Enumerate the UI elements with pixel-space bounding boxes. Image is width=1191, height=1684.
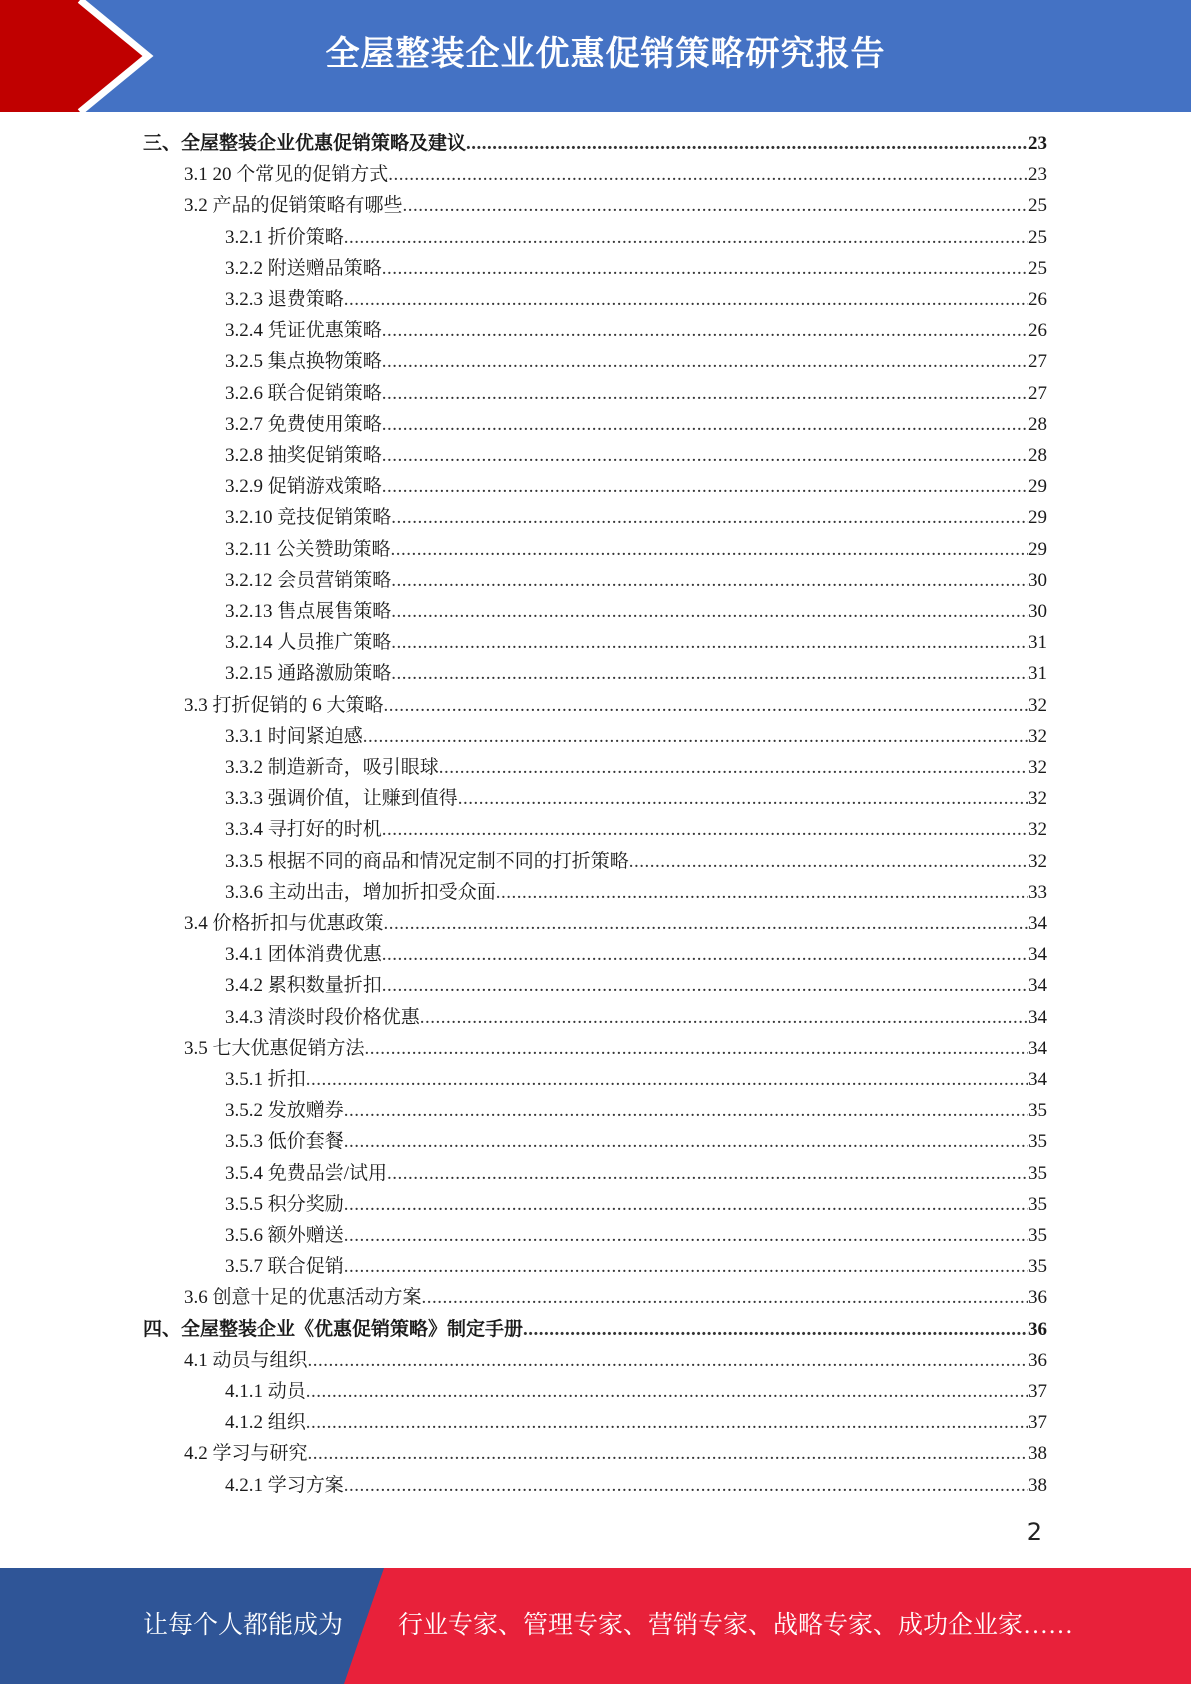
toc-leader-dots: [365, 1033, 1028, 1064]
toc-leader-dots: [382, 939, 1028, 970]
toc-leader-dots: [344, 222, 1028, 253]
toc-entry-page: 31: [1028, 663, 1047, 685]
toc-leader-dots: [344, 1095, 1028, 1126]
toc-leader-dots: [403, 190, 1028, 221]
footer-banner: [0, 1568, 1191, 1684]
toc-entry[interactable]: [225, 721, 1047, 752]
toc-entry[interactable]: [225, 752, 1047, 783]
toc-leader-dots: [306, 1376, 1028, 1407]
toc-entry[interactable]: [225, 1095, 1047, 1126]
toc-entry-page: 37: [1028, 1412, 1047, 1434]
toc-entry-label: 4.1 动员与组织: [184, 1349, 308, 1371]
toc-leader-dots: [391, 502, 1028, 533]
toc-leader-dots: [306, 1407, 1028, 1438]
toc-entry[interactable]: [225, 502, 1047, 533]
toc-leader-dots: [387, 1158, 1028, 1189]
toc-entry-page: 26: [1028, 289, 1047, 310]
toc-leader-dots: [363, 721, 1028, 752]
toc-entry[interactable]: [225, 378, 1047, 409]
toc-entry-page: 29: [1028, 476, 1047, 498]
toc-entry[interactable]: [225, 315, 1047, 346]
toc-entry[interactable]: [225, 1220, 1047, 1251]
toc-entry-page: 25: [1028, 226, 1047, 248]
toc-entry[interactable]: [225, 1126, 1047, 1157]
toc-entry-label: 3.2.3 退费策略: [225, 289, 344, 310]
toc-entry-label: 4.1.2 组织: [225, 1412, 306, 1434]
toc-entry-page: 35: [1028, 1131, 1047, 1153]
toc-entry-page: 29: [1028, 507, 1047, 529]
toc-leader-dots: [458, 783, 1028, 814]
toc-entry-page: 38: [1028, 1443, 1047, 1465]
toc-entry-label: 3.2.4 凭证优惠策略: [225, 320, 382, 342]
toc-entry-page: 32: [1028, 819, 1047, 841]
toc-entry-label: 3.3.1 时间紧迫感: [225, 725, 363, 747]
toc-entry-label: 3.5.6 额外赠送: [225, 1225, 344, 1246]
toc-entry[interactable]: [184, 1345, 1047, 1376]
toc-entry-label: 3.5.4 免费品尝/试用: [225, 1162, 388, 1184]
toc-entry[interactable]: [143, 128, 1047, 159]
toc-entry-page: 27: [1028, 382, 1047, 404]
toc-entry-label: 3.4.1 团体消费优惠: [225, 944, 382, 966]
toc-leader-dots: [391, 596, 1028, 627]
toc-entry-page: 35: [1028, 1256, 1047, 1278]
toc-entry-label: 3.2.5 集点换物策略: [225, 351, 382, 373]
toc-leader-dots: [422, 1282, 1028, 1313]
toc-entry-page: 35: [1028, 1225, 1047, 1246]
toc-entry-page: 32: [1028, 725, 1047, 747]
toc-entry-label: 3.5.7 联合促销: [225, 1256, 344, 1278]
toc-entry-page: 23: [1028, 164, 1047, 186]
toc-entry-label: 3.2.11 公关赞助策略: [225, 538, 391, 560]
toc-entry-page: 35: [1028, 1162, 1047, 1184]
toc-entry[interactable]: [225, 596, 1047, 627]
footer-slogan-right: 行业专家、管理专家、营销专家、战略专家、成功企业家……: [398, 1612, 1074, 1639]
toc-entry-label: 3.2.2 附送赠品策略: [225, 257, 382, 279]
toc-leader-dots: [382, 346, 1028, 377]
toc-entry[interactable]: [184, 1438, 1047, 1469]
toc-entry-label: 3.2.6 联合促销策略: [225, 382, 382, 404]
toc-entry-page: 25: [1028, 257, 1047, 279]
toc-entry[interactable]: [225, 814, 1047, 845]
toc-leader-dots: [344, 1220, 1028, 1251]
toc-entry[interactable]: [225, 1158, 1047, 1189]
toc-entry[interactable]: [225, 1064, 1047, 1095]
toc-entry[interactable]: [184, 1033, 1047, 1064]
toc-leader-dots: [466, 128, 1028, 159]
toc-leader-dots: [382, 471, 1028, 502]
toc-entry[interactable]: [225, 939, 1047, 970]
toc-leader-dots: [629, 846, 1028, 877]
toc-entry-label: 3.2.7 免费使用策略: [225, 413, 382, 435]
toc-entry[interactable]: [225, 658, 1047, 689]
toc-leader-dots: [391, 534, 1028, 565]
toc-entry[interactable]: [225, 1407, 1047, 1438]
toc-entry-page: 34: [1028, 975, 1047, 997]
toc-leader-dots: [306, 1064, 1028, 1095]
toc-entry-page: 26: [1028, 320, 1047, 342]
toc-entry-label: 3.4.3 清淡时段价格优惠: [225, 1006, 420, 1028]
toc-entry-label: 3.2.15 通路激励策略: [225, 663, 392, 685]
toc-entry-page: 34: [1028, 913, 1047, 934]
toc-entry-label: 4.2.1 学习方案: [225, 1474, 344, 1496]
toc-entry-label: 3.1 20 个常见的促销方式: [184, 164, 389, 186]
toc-entry-page: 29: [1028, 538, 1047, 560]
toc-entry-label: 3.2.13 售点展售策略: [225, 601, 392, 622]
toc-leader-dots: [391, 658, 1028, 689]
toc-entry[interactable]: [184, 190, 1047, 221]
toc-entry[interactable]: [225, 877, 1047, 908]
toc-leader-dots: [388, 159, 1028, 190]
toc-entry[interactable]: [225, 1470, 1047, 1501]
toc-entry-label: 四、全屋整装企业《优惠促销策略》制定手册: [143, 1318, 524, 1340]
toc-entry[interactable]: [225, 627, 1047, 658]
toc-leader-dots: [308, 1438, 1028, 1469]
toc-entry-page: 23: [1028, 133, 1047, 154]
toc-entry-label: 3.5 七大优惠促销方法: [184, 1037, 365, 1059]
toc-leader-dots: [439, 752, 1028, 783]
toc-entry-page: 32: [1028, 850, 1047, 872]
toc-leader-dots: [344, 1251, 1028, 1282]
toc-leader-dots: [391, 627, 1028, 658]
toc-entry-page: 35: [1028, 1193, 1047, 1215]
toc-entry-label: 3.2.9 促销游戏策略: [225, 476, 382, 498]
toc-entry-page: 28: [1028, 413, 1047, 435]
toc-entry-page: 35: [1028, 1100, 1047, 1122]
toc-entry-page: 32: [1028, 694, 1047, 716]
toc-entry-page: 25: [1028, 195, 1047, 217]
toc-entry-label: 3.3.6 主动出击，增加折扣受众面: [225, 881, 496, 903]
toc-leader-dots: [391, 565, 1028, 596]
toc-entry-page: 36: [1028, 1287, 1047, 1309]
toc-entry-label: 4.1.1 动员: [225, 1381, 306, 1402]
toc-leader-dots: [382, 814, 1028, 845]
toc-entry[interactable]: [225, 970, 1047, 1001]
toc-entry-page: 34: [1028, 1069, 1047, 1090]
toc-entry-label: 3.3.5 根据不同的商品和情况定制不同的打折策略: [225, 850, 629, 872]
toc-entry-label: 3.2.12 会员营销策略: [225, 569, 392, 591]
toc-entry[interactable]: [225, 471, 1047, 502]
toc-entry-page: 34: [1028, 1006, 1047, 1028]
toc-entry-label: 4.2 学习与研究: [184, 1443, 308, 1465]
toc-entry-page: 32: [1028, 788, 1047, 810]
toc-entry-page: 28: [1028, 445, 1047, 466]
toc-entry[interactable]: [225, 346, 1047, 377]
page-number: 2: [1026, 1518, 1042, 1546]
toc-entry[interactable]: [184, 690, 1047, 721]
toc-entry[interactable]: [225, 1251, 1047, 1282]
toc-leader-dots: [382, 440, 1028, 471]
toc-entry-label: 3.5.1 折扣: [225, 1069, 306, 1090]
toc-leader-dots: [382, 378, 1028, 409]
toc-entry[interactable]: [225, 284, 1047, 315]
toc-entry-page: 34: [1028, 1037, 1047, 1059]
toc-entry-page: 32: [1028, 757, 1047, 778]
toc-entry-page: 36: [1028, 1349, 1047, 1371]
toc-leader-dots: [344, 284, 1028, 315]
toc-entry[interactable]: [184, 1282, 1047, 1313]
toc-entry-label: 3.5.5 积分奖励: [225, 1193, 344, 1215]
toc-entry-label: 3.5.2 发放赠券: [225, 1100, 344, 1122]
toc-entry-page: 34: [1028, 944, 1047, 966]
toc-leader-dots: [420, 1002, 1028, 1033]
toc-leader-dots: [344, 1470, 1028, 1501]
toc-leader-dots: [344, 1126, 1028, 1157]
toc-entry[interactable]: [225, 783, 1047, 814]
toc-entry-label: 3.3.3 强调价值，让赚到值得: [225, 788, 458, 810]
toc-leader-dots: [382, 409, 1028, 440]
toc-leader-dots: [382, 253, 1028, 284]
toc-leader-dots: [384, 908, 1028, 939]
toc-entry-label: 3.2.8 抽奖促销策略: [225, 445, 382, 466]
footer-slogan-left: 让每个人都能成为: [143, 1612, 344, 1639]
toc-entry-page: 33: [1028, 881, 1047, 903]
toc-entry[interactable]: [225, 565, 1047, 596]
toc-entry[interactable]: [225, 409, 1047, 440]
toc-entry[interactable]: [225, 222, 1047, 253]
toc-entry-label: 3.4.2 累积数量折扣: [225, 975, 382, 997]
toc-entry[interactable]: [184, 908, 1047, 939]
toc-entry[interactable]: [184, 159, 1047, 190]
toc-entry[interactable]: [225, 253, 1047, 284]
toc-leader-dots: [344, 1189, 1028, 1220]
toc-entry[interactable]: [225, 1376, 1047, 1407]
toc-leader-dots: [523, 1314, 1028, 1345]
toc-leader-dots: [496, 877, 1028, 908]
toc-entry[interactable]: [225, 1002, 1047, 1033]
toc-entry-label: 3.3 打折促销的 6 大策略: [184, 694, 384, 716]
toc-entry[interactable]: [143, 1314, 1047, 1345]
toc-entry-label: 3.2.10 竞技促销策略: [225, 507, 392, 529]
toc-entry[interactable]: [225, 440, 1047, 471]
toc-entry-page: 37: [1028, 1381, 1047, 1402]
toc-entry[interactable]: [225, 846, 1047, 877]
toc-leader-dots: [384, 690, 1028, 721]
report-header: [0, 0, 1191, 112]
toc-entry-label: 三、全屋整装企业优惠促销策略及建议: [143, 133, 467, 154]
toc-entry-page: 27: [1028, 351, 1047, 373]
toc-entry-label: 3.4 价格折扣与优惠政策: [184, 913, 384, 934]
toc-entry-label: 3.3.4 寻打好的时机: [225, 819, 382, 841]
toc-entry-label: 3.6 创意十足的优惠活动方案: [184, 1287, 422, 1309]
toc-leader-dots: [308, 1345, 1028, 1376]
toc-entry[interactable]: [225, 1189, 1047, 1220]
toc-entry[interactable]: [225, 534, 1047, 565]
toc-entry-label: 3.3.2 制造新奇，吸引眼球: [225, 757, 439, 778]
toc-entry-page: 36: [1028, 1318, 1047, 1340]
toc-entry-page: 38: [1028, 1474, 1047, 1496]
toc-entry-page: 30: [1028, 569, 1047, 591]
toc-entry-label: 3.2.14 人员推广策略: [225, 632, 392, 654]
toc-leader-dots: [382, 970, 1028, 1001]
report-title: 全屋整装企业优惠促销策略研究报告: [325, 34, 886, 74]
toc-entry-page: 31: [1028, 632, 1047, 654]
toc-entry-page: 30: [1028, 601, 1047, 622]
toc-entry-label: 3.2 产品的促销策略有哪些: [184, 195, 403, 217]
toc-entry-label: 3.2.1 折价策略: [225, 226, 344, 248]
toc-leader-dots: [382, 315, 1028, 346]
toc-entry-label: 3.5.3 低价套餐: [225, 1131, 344, 1153]
